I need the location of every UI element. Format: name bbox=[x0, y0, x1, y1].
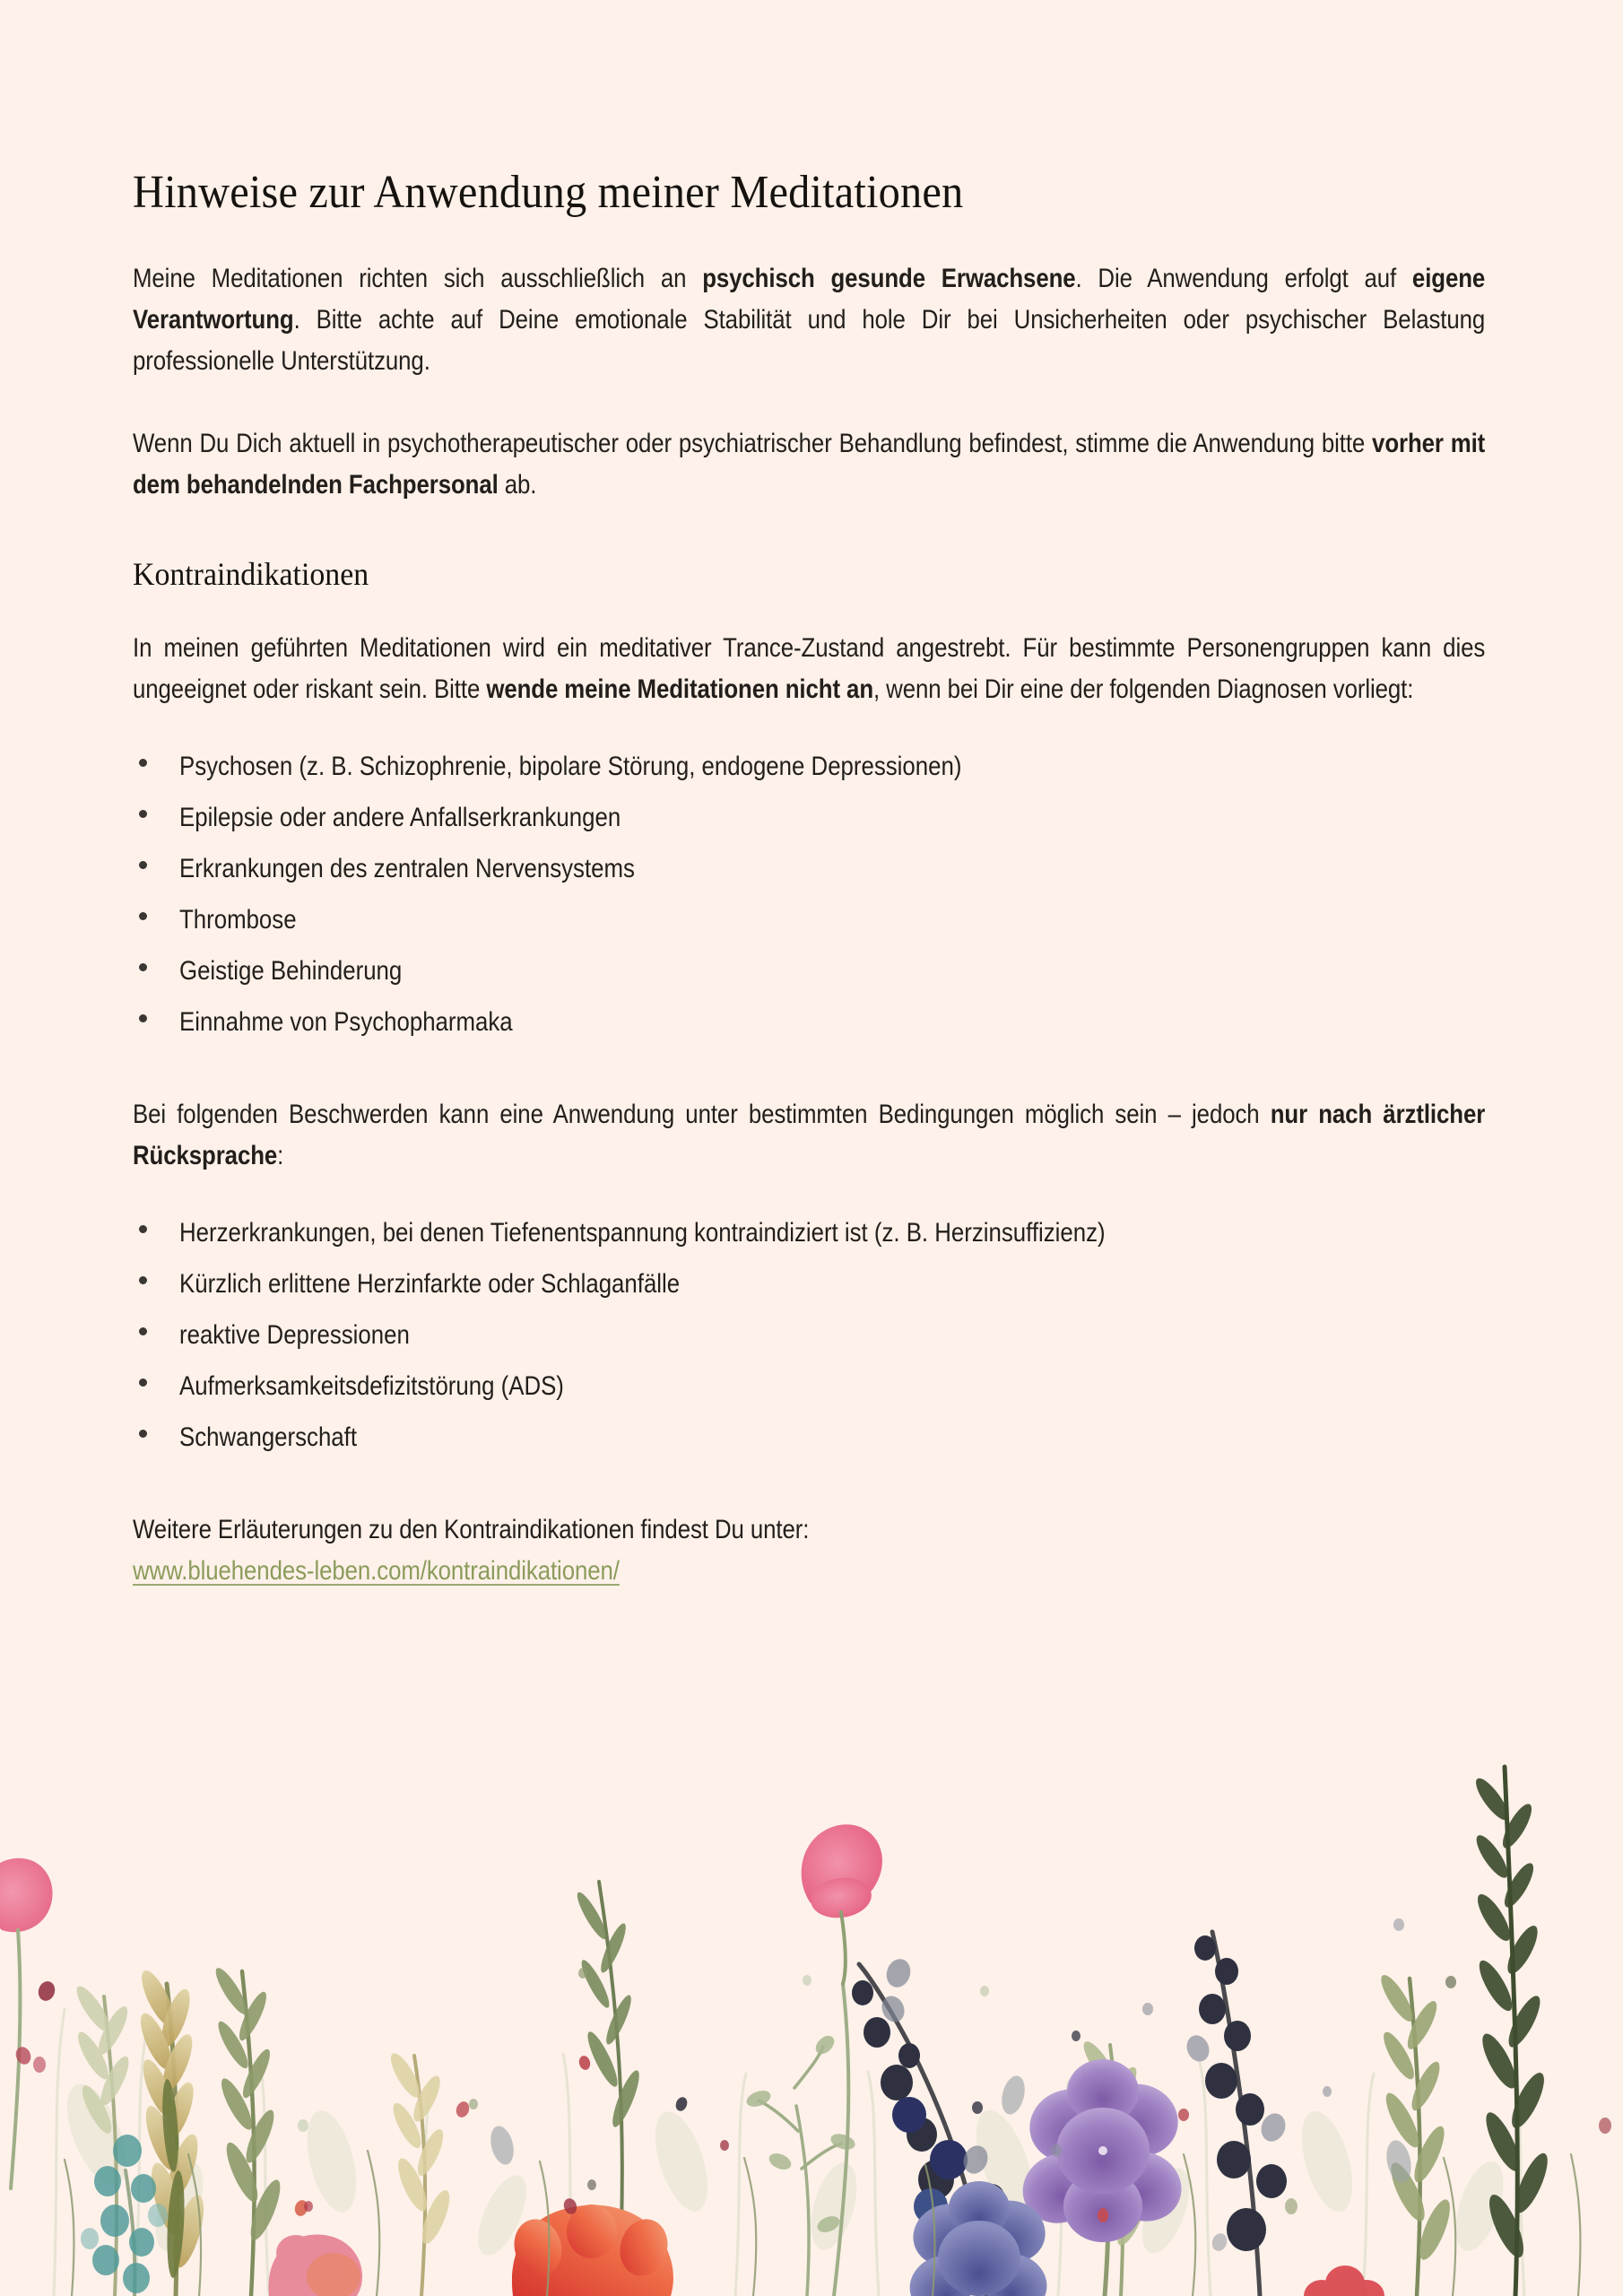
intro-part3: . Bitte achte auf Deine emotionale Stabilität und hole Dir bei Unsicherheiten oder psychischer Belastung professionelle Unterstützung. bbox=[133, 305, 1486, 377]
contraindications-intro-paragraph bbox=[133, 594, 1485, 710]
list-item bbox=[133, 848, 1485, 890]
treatment-part2: ab. bbox=[498, 470, 537, 500]
list-item-label: reaktive Depressionen bbox=[179, 1319, 410, 1350]
list-item bbox=[133, 1417, 1485, 1458]
list-item-label: Epilepsie oder andere Anfallserkrankungen bbox=[179, 802, 621, 832]
contra-intro-part2: , wenn bei Dir eine der folgenden Diagnosen vorliegt: bbox=[873, 674, 1414, 704]
intro-paragraph bbox=[133, 219, 1485, 382]
list-item-label: Herzerkrankungen, bei denen Tiefenentspannung kontraindiziert ist (z. B. Herzinsuffizienz) bbox=[179, 1217, 1106, 1248]
list-item bbox=[133, 1315, 1485, 1356]
contra-intro-part1: In meinen geführten Meditationen wird ein meditativer Trance-Zustand angestrebt. Für bestimmte Personengruppen kann dies ungeeignet oder riskant sein. Bitte bbox=[133, 632, 1486, 704]
list-item bbox=[133, 746, 1485, 787]
footer-text: Weitere Erläuterungen zu den Kontraindikationen findest Du unter: bbox=[133, 1514, 810, 1544]
list-item-label: Aufmerksamkeitsdefizitstörung (ADS) bbox=[179, 1370, 564, 1401]
conditional-part1: Bei folgenden Beschwerden kann eine Anwendung unter bestimmten Bedingungen möglich sein – jedoch bbox=[133, 1099, 1271, 1129]
treatment-note-paragraph bbox=[133, 382, 1485, 506]
conditional-items-list bbox=[133, 1177, 1485, 1458]
treatment-bold1: vorher mit dem behandelnden Fachpersonal bbox=[133, 429, 1486, 500]
contraindications-list bbox=[133, 710, 1485, 1043]
document-content bbox=[133, 0, 1485, 1592]
list-item-label: Schwangerschaft bbox=[179, 1422, 358, 1452]
list-item bbox=[133, 900, 1485, 941]
conditional-bold1: nur nach ärztlicher Rücksprache bbox=[133, 1099, 1486, 1170]
list-item bbox=[133, 951, 1485, 992]
conditional-intro-paragraph bbox=[133, 1053, 1485, 1177]
list-item-label: Thrombose bbox=[179, 904, 297, 935]
list-item-label: Einnahme von Psychopharmaka bbox=[179, 1006, 513, 1037]
list-item-label: Geistige Behinderung bbox=[179, 955, 403, 986]
intro-part2: . Die Anwendung erfolgt auf bbox=[1075, 264, 1412, 294]
list-item-label: Erkrankungen des zentralen Nervensystems bbox=[179, 853, 635, 883]
contra-intro-bold1: wende meine Meditationen nicht an bbox=[486, 674, 874, 704]
page-title: Hinweise zur Anwendung meiner Meditationen bbox=[133, 167, 964, 218]
kontraindikationen-link[interactable]: www.bluehendes-leben.com/kontraindikationen/ bbox=[133, 1555, 620, 1586]
intro-bold1: psychisch gesunde Erwachsene bbox=[702, 264, 1076, 294]
footer-paragraph bbox=[133, 1468, 1485, 1592]
list-item-label: Psychosen (z. B. Schizophrenie, bipolare Störung, endogene Depressionen) bbox=[179, 751, 962, 781]
intro-bold2: eigene Verantwortung bbox=[133, 264, 1486, 335]
list-item bbox=[133, 1002, 1485, 1043]
list-item-label: Kürzlich erlittene Herzinfarkte oder Schlaganfälle bbox=[179, 1268, 681, 1299]
list-item bbox=[133, 1366, 1485, 1407]
conditional-part2: : bbox=[277, 1140, 284, 1170]
list-item bbox=[133, 797, 1485, 839]
list-item bbox=[133, 1264, 1485, 1305]
section-heading-kontraindikationen: Kontraindikationen bbox=[133, 556, 369, 593]
intro-part1: Meine Meditationen richten sich ausschließlich an bbox=[133, 264, 703, 294]
list-item bbox=[133, 1213, 1485, 1254]
treatment-part1: Wenn Du Dich aktuell in psychotherapeutischer oder psychiatrischer Behandlung befindest, stimme die Anwendung bitte bbox=[133, 429, 1373, 459]
watercolor-wildflower-meadow-illustration bbox=[0, 1740, 1623, 2296]
